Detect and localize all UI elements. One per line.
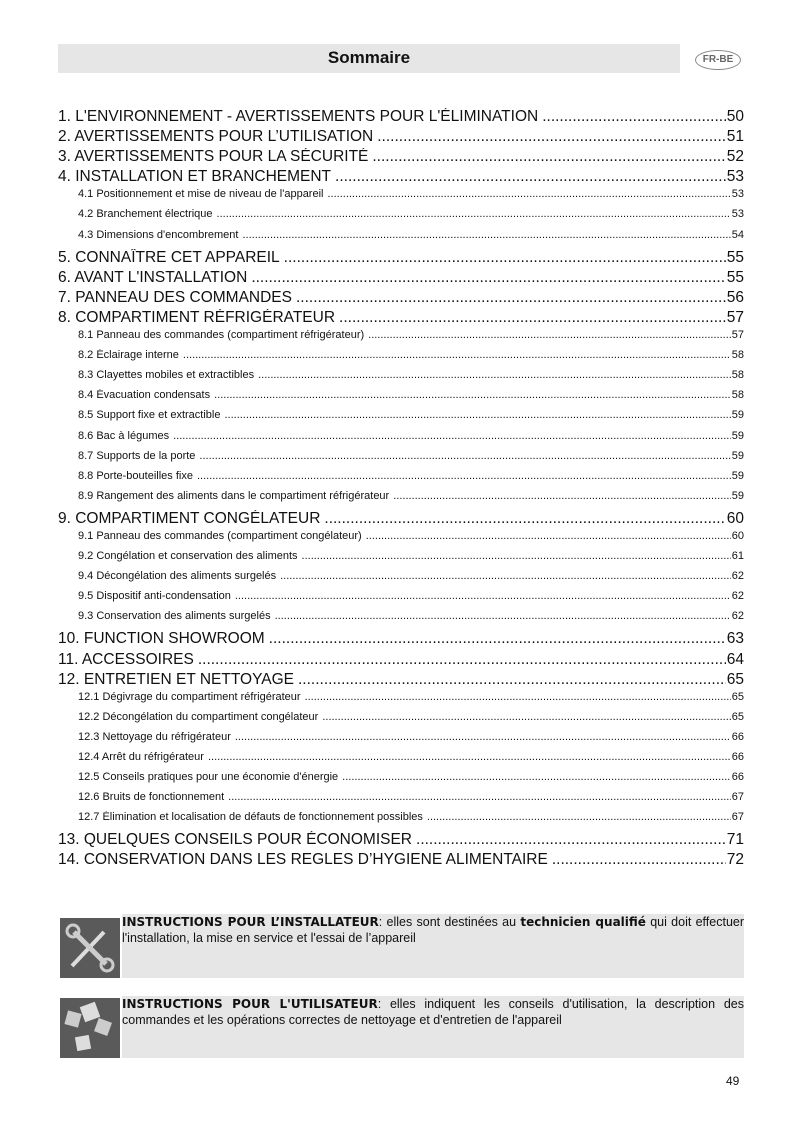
toc-entry[interactable] <box>58 309 744 329</box>
dot-leader <box>199 450 730 462</box>
toc-entry[interactable] <box>58 590 744 610</box>
toc-entry[interactable] <box>58 691 744 711</box>
toc-entry[interactable] <box>58 490 744 510</box>
toc-entry[interactable] <box>58 470 744 490</box>
toc-entry-label: 1. L'ENVIRONNEMENT - AVERTISSEMENTS POUR L'ÉLIMINATION <box>58 108 539 125</box>
dot-leader <box>366 530 731 542</box>
toc-entry[interactable] <box>58 630 744 650</box>
dot-leader <box>427 811 731 823</box>
toc-entry-page: 64 <box>726 650 744 668</box>
toc-entry-page: 55 <box>726 248 744 266</box>
toc-entry-label: 12.2 Décongélation du compartiment congélateur <box>78 710 319 723</box>
user-note-text: : elles indiquent les conseils d'utilisation, la description des commandes et les opérations correctes de nettoyage et d'entretien de l'appareil <box>122 997 744 1027</box>
toc-entry-label: 12.5 Conseils pratiques pour une économie d'énergie <box>78 771 339 784</box>
page-title: Sommaire <box>58 44 680 73</box>
user-note-title: INSTRUCTIONS POUR L'UTILISATEUR <box>122 997 378 1011</box>
toc-entry-page: 62 <box>731 590 744 603</box>
toc-entry-label: 11. ACCESSOIRES <box>58 650 194 668</box>
toc-entry[interactable] <box>58 148 744 168</box>
toc-entry[interactable] <box>58 510 744 530</box>
dot-leader <box>324 510 725 528</box>
dot-leader <box>197 470 731 482</box>
toc-entry-label: 9.4 Décongélation des aliments surgelés <box>78 570 277 583</box>
dot-leader <box>298 671 726 689</box>
toc-entry-page: 53 <box>731 208 744 221</box>
toc-entry-label: 5. CONNAÎTRE CET APPAREIL <box>58 248 280 266</box>
toc-entry-label: 12.7 Élimination et localisation de défauts de fonctionnement possibles <box>78 811 423 824</box>
toc-entry[interactable] <box>58 791 744 811</box>
toc-entry-page: 63 <box>726 630 744 648</box>
dot-leader <box>327 188 730 200</box>
toc-entry[interactable] <box>58 851 744 871</box>
toc-entry[interactable] <box>58 530 744 550</box>
dot-leader <box>368 329 731 341</box>
toc-entry-page: 56 <box>726 288 744 306</box>
toc-entry-label: 12.4 Arrêt du réfrigérateur <box>78 751 204 763</box>
toc-entry-page: 52 <box>726 148 744 166</box>
toc-entry-label: 8.2 Éclairage interne <box>78 349 179 362</box>
toc-entry-label: 2. AVERTISSEMENTS POUR L’UTILISATION <box>58 128 374 146</box>
language-badge: FR-BE <box>695 50 741 70</box>
toc-entry-page: 65 <box>731 690 744 703</box>
dot-leader <box>305 691 731 703</box>
dot-leader <box>542 108 726 126</box>
toc-entry-page: 57 <box>731 329 744 342</box>
toc-entry-label: 8.6 Bac à légumes <box>78 429 170 442</box>
toc-entry[interactable] <box>58 450 744 470</box>
toc-entry-label: 9.5 Dispositif anti-condensation <box>78 590 231 603</box>
dot-leader <box>183 349 731 361</box>
dot-leader <box>339 309 726 327</box>
toc-entry-page: 55 <box>726 268 744 286</box>
toc-entry-page: 51 <box>726 128 744 146</box>
toc-entry-page: 60 <box>726 509 744 527</box>
toc-entry-label: 12.6 Bruits de fonctionnement <box>78 791 225 804</box>
dot-leader <box>228 791 731 803</box>
toc-entry-label: 8.4 Évacuation condensats <box>78 389 211 402</box>
toc-entry[interactable] <box>58 811 744 831</box>
toc-entry-page: 66 <box>731 751 744 763</box>
toc-entry[interactable] <box>58 671 744 691</box>
toc-entry-label: 10. FUNCTION SHOWROOM <box>58 630 265 648</box>
toc-entry-page: 62 <box>731 610 744 623</box>
toc-entry-label: 9.2 Congélation et conservation des aliments <box>78 550 298 563</box>
toc-entry-page: 67 <box>731 791 744 804</box>
toc-entry-page: 59 <box>731 489 744 502</box>
dot-leader <box>235 731 731 743</box>
toc-entry[interactable] <box>58 651 744 671</box>
tools-icon <box>60 918 120 978</box>
dot-leader <box>342 771 731 783</box>
toc-entry-label: 3. AVERTISSEMENTS POUR LA SÉCURITÉ <box>58 148 369 166</box>
toc-entry[interactable] <box>58 329 744 349</box>
toc-entry[interactable] <box>58 711 744 731</box>
dot-leader <box>235 590 731 602</box>
dot-leader <box>284 249 726 267</box>
toc-entry-label: 9.1 Panneau des commandes (compartiment congélateur) <box>78 529 362 542</box>
dot-leader <box>242 229 730 241</box>
toc-entry-page: 59 <box>731 469 744 482</box>
dot-leader <box>280 570 731 582</box>
toc-entry-label: 13. QUELQUES CONSEILS POUR ÉCONOMISER <box>58 831 413 849</box>
dot-leader <box>296 289 726 307</box>
installer-note <box>122 914 744 978</box>
toc-entry-page: 66 <box>731 730 744 743</box>
dot-leader <box>275 610 731 622</box>
toc-entry-page: 71 <box>726 831 744 849</box>
toc-entry-page: 53 <box>731 188 744 201</box>
toc-entry-label: 4. INSTALLATION ET BRANCHEMENT <box>58 168 332 186</box>
dot-leader <box>302 550 731 562</box>
toc-entry[interactable] <box>58 188 744 208</box>
dot-leader <box>258 369 731 381</box>
toc-entry-page: 58 <box>731 389 744 402</box>
table-of-contents <box>58 108 744 872</box>
toc-entry[interactable] <box>58 349 744 369</box>
page-number: 49 <box>726 1074 740 1088</box>
toc-entry-label: 7. PANNEAU DES COMMANDES <box>58 288 292 306</box>
toc-entry-label: 4.1 Positionnement et mise de niveau de l'appareil <box>78 188 324 201</box>
installer-note-emphasis: technicien qualifié <box>520 915 646 929</box>
installer-note-text-end: qui doit effectuer l'installation, la mise en service et l'essai de l’appareil <box>122 915 745 945</box>
dot-leader <box>217 208 731 220</box>
user-note <box>122 996 744 1058</box>
toc-entry[interactable] <box>58 771 744 791</box>
toc-entry-page: 59 <box>731 429 744 442</box>
ice-cubes-icon <box>60 998 120 1058</box>
dot-leader <box>393 490 731 502</box>
toc-entry[interactable] <box>58 409 744 429</box>
toc-entry[interactable] <box>58 128 744 148</box>
toc-entry-page: 66 <box>731 771 744 784</box>
toc-entry-page: 60 <box>731 529 744 542</box>
toc-entry-label: 12.1 Dégivrage du compartiment réfrigérateur <box>78 690 301 703</box>
dot-leader <box>208 751 731 763</box>
toc-entry-label: 4.2 Branchement électrique <box>78 208 213 221</box>
dot-leader <box>214 389 731 401</box>
toc-entry[interactable] <box>58 289 744 309</box>
installer-note-text: : elles sont destinées au <box>378 915 521 929</box>
toc-entry[interactable] <box>58 751 744 771</box>
toc-entry[interactable] <box>58 570 744 590</box>
toc-entry-label: 9. COMPARTIMENT CONGÉLATEUR <box>58 509 321 527</box>
toc-entry[interactable] <box>58 369 744 389</box>
dot-leader <box>224 409 730 421</box>
toc-entry-label: 8. COMPARTIMENT RÉFRIGÉRATEUR <box>58 308 336 326</box>
toc-entry[interactable] <box>58 389 744 409</box>
toc-entry[interactable] <box>58 168 744 188</box>
dot-leader <box>372 148 725 166</box>
toc-entry-page: 62 <box>731 570 744 583</box>
dot-leader <box>322 711 730 723</box>
toc-entry-label: 12. ENTRETIEN ET NETTOYAGE <box>58 670 294 688</box>
toc-entry[interactable] <box>58 108 744 128</box>
toc-entry-page: 54 <box>731 228 744 241</box>
toc-entry[interactable] <box>58 731 744 751</box>
dot-leader <box>552 851 726 869</box>
toc-entry-label: 9.3 Conservation des aliments surgelés <box>78 610 271 623</box>
toc-entry-page: 58 <box>731 369 744 382</box>
toc-entry-page: 53 <box>726 168 744 186</box>
toc-entry-label: 4.3 Dimensions d'encombrement <box>78 228 239 241</box>
toc-entry[interactable] <box>58 269 744 289</box>
toc-entry-page: 59 <box>731 409 744 422</box>
dot-leader <box>335 168 726 186</box>
toc-entry-page: 65 <box>726 670 744 688</box>
toc-entry-page: 57 <box>726 308 744 326</box>
toc-entry-label: 8.5 Support fixe et extractible <box>78 409 221 422</box>
toc-entry-label: 12.3 Nettoyage du réfrigérateur <box>78 730 231 743</box>
installer-note-title: INSTRUCTIONS POUR L’INSTALLATEUR <box>122 915 379 929</box>
dot-leader <box>251 269 725 287</box>
toc-entry[interactable] <box>58 208 744 228</box>
dot-leader <box>416 831 726 849</box>
dot-leader <box>377 128 726 146</box>
toc-entry-page: 65 <box>731 710 744 723</box>
toc-entry-page: 61 <box>731 550 744 563</box>
dot-leader <box>269 630 726 648</box>
toc-entry[interactable] <box>58 550 744 570</box>
toc-entry-page: 50 <box>726 108 744 125</box>
dot-leader <box>173 430 731 442</box>
toc-entry-page: 72 <box>726 851 744 869</box>
toc-entry-label: 14. CONSERVATION DANS LES REGLES D’HYGIENE ALIMENTAIRE <box>58 851 548 869</box>
toc-entry[interactable] <box>58 249 744 269</box>
toc-entry[interactable] <box>58 831 744 851</box>
toc-entry-label: 8.3 Clayettes mobiles et extractibles <box>78 369 255 382</box>
toc-entry[interactable] <box>58 229 744 249</box>
toc-entry-page: 67 <box>731 811 744 824</box>
dot-leader <box>198 651 726 669</box>
toc-entry[interactable] <box>58 610 744 630</box>
toc-entry-page: 59 <box>731 449 744 462</box>
toc-entry-label: 6. AVANT L'INSTALLATION <box>58 268 248 286</box>
toc-entry-label: 8.8 Porte-bouteilles fixe <box>78 469 193 482</box>
toc-entry-label: 8.7 Supports de la porte <box>78 449 196 462</box>
toc-entry-page: 58 <box>731 349 744 362</box>
toc-entry-label: 8.1 Panneau des commandes (compartiment réfrigérateur) <box>78 329 365 342</box>
toc-entry-label: 8.9 Rangement des aliments dans le compartiment réfrigérateur <box>78 489 390 502</box>
toc-entry[interactable] <box>58 430 744 450</box>
